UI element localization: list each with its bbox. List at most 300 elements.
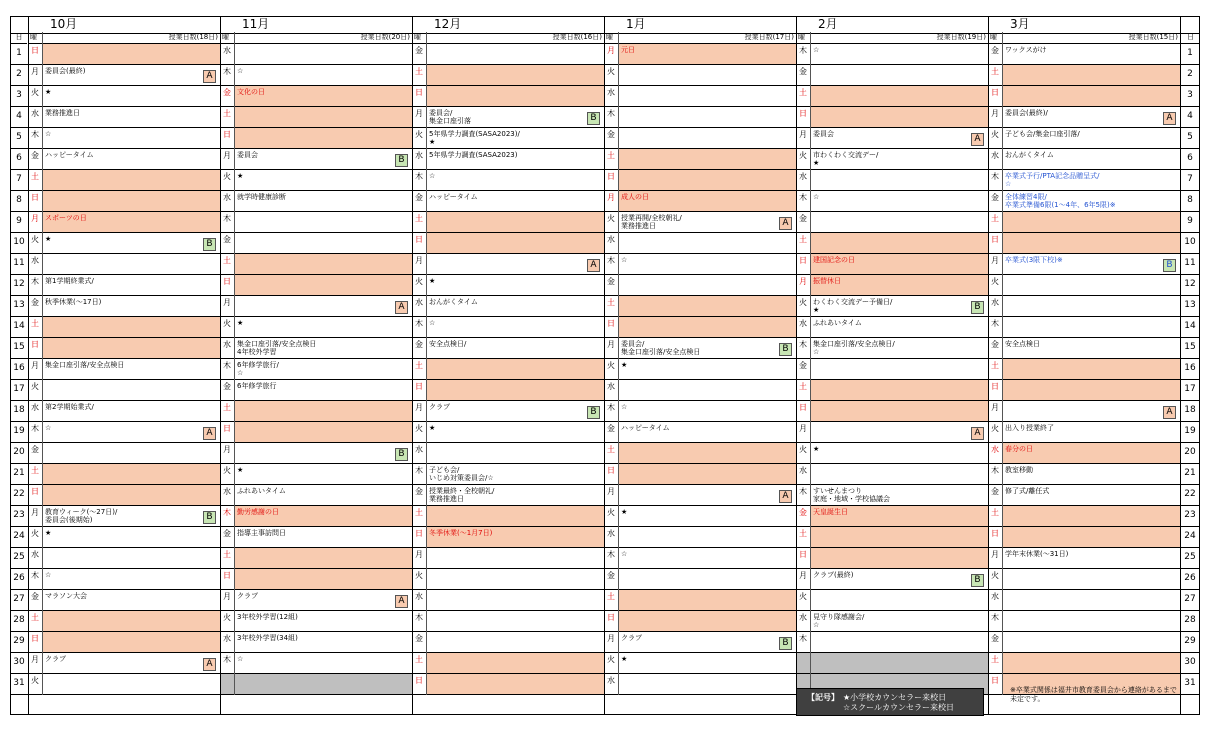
grid-line bbox=[618, 32, 619, 695]
weekday-cell: 金 bbox=[604, 128, 618, 149]
event-cell bbox=[618, 443, 796, 464]
badge-b: B bbox=[587, 112, 600, 125]
event-cell bbox=[618, 380, 796, 401]
event-cell bbox=[234, 128, 412, 149]
weekday-cell: 土 bbox=[220, 254, 234, 275]
event-cell bbox=[810, 65, 988, 86]
event-cell bbox=[1002, 254, 1180, 275]
grid-line bbox=[1002, 32, 1003, 695]
event-cell bbox=[810, 422, 988, 443]
weekday-cell: 金 bbox=[796, 65, 810, 86]
day-number-right: 2 bbox=[1180, 65, 1200, 86]
weekday-cell: 木 bbox=[988, 611, 1002, 632]
weekday-cell: 月 bbox=[604, 44, 618, 65]
event-cell bbox=[234, 170, 412, 191]
day-number: 6 bbox=[10, 149, 28, 170]
event-cell bbox=[234, 44, 412, 65]
event-cell bbox=[1002, 401, 1180, 422]
weekday-cell: 月 bbox=[28, 359, 42, 380]
event-cell bbox=[426, 170, 604, 191]
weekday-cell: 火 bbox=[412, 422, 426, 443]
event-cell bbox=[42, 359, 220, 380]
event-cell bbox=[618, 653, 796, 674]
day-number: 8 bbox=[10, 191, 28, 212]
month-title: 3月 bbox=[1010, 17, 1030, 31]
event-cell bbox=[618, 170, 796, 191]
day-number: 24 bbox=[10, 527, 28, 548]
event-cell bbox=[618, 275, 796, 296]
weekday-cell: 水 bbox=[412, 590, 426, 611]
event-text: 6年修学旅行 bbox=[237, 382, 277, 390]
day-number-right: 4 bbox=[1180, 107, 1200, 128]
day-number-right: 28 bbox=[1180, 611, 1200, 632]
event-cell bbox=[1002, 653, 1180, 674]
event-text: ハッピータイム bbox=[45, 151, 94, 159]
event-cell bbox=[1002, 65, 1180, 86]
footnote: ※卒業式関係は福井市教育委員会から連絡があるまで未定です。 bbox=[1010, 686, 1177, 703]
month-subheader bbox=[796, 32, 988, 44]
event-cell bbox=[618, 317, 796, 338]
weekday-cell: 土 bbox=[604, 590, 618, 611]
event-text: ★ bbox=[813, 445, 820, 453]
weekday-cell: 日 bbox=[988, 380, 1002, 401]
day-number: 21 bbox=[10, 464, 28, 485]
event-cell bbox=[810, 107, 988, 128]
weekday-cell: 土 bbox=[412, 65, 426, 86]
grid-line bbox=[1180, 16, 1181, 714]
event-cell bbox=[810, 275, 988, 296]
weekday-cell bbox=[796, 653, 810, 674]
event-cell bbox=[234, 191, 412, 212]
event-cell bbox=[426, 590, 604, 611]
event-cell bbox=[234, 464, 412, 485]
event-cell bbox=[234, 338, 412, 359]
event-text: 天皇誕生日 bbox=[813, 508, 848, 516]
event-text: 子ども会/ いじめ対策委員会/☆ bbox=[429, 466, 494, 482]
event-text: 見守り隊感謝会/ ☆ bbox=[813, 613, 865, 629]
day-number: 30 bbox=[10, 653, 28, 674]
weekday-cell: 月 bbox=[796, 422, 810, 443]
weekday-cell: 水 bbox=[220, 191, 234, 212]
weekday-cell: 日 bbox=[220, 569, 234, 590]
event-cell bbox=[810, 86, 988, 107]
weekday-cell: 月 bbox=[796, 569, 810, 590]
grid-line bbox=[234, 32, 235, 695]
event-cell bbox=[618, 548, 796, 569]
weekday-cell: 水 bbox=[28, 548, 42, 569]
event-cell bbox=[42, 191, 220, 212]
event-cell bbox=[234, 590, 412, 611]
event-text: すいせんまつり 家庭・地域・学校協議会 bbox=[813, 487, 890, 503]
event-cell bbox=[426, 86, 604, 107]
badge-a: A bbox=[779, 490, 792, 503]
event-cell bbox=[426, 212, 604, 233]
event-cell bbox=[42, 254, 220, 275]
weekday-cell: 火 bbox=[796, 443, 810, 464]
event-cell bbox=[810, 317, 988, 338]
event-cell bbox=[810, 611, 988, 632]
event-text: 安全点検日/ bbox=[429, 340, 467, 348]
day-number: 20 bbox=[10, 443, 28, 464]
event-text: ☆ bbox=[237, 655, 244, 663]
event-cell bbox=[426, 128, 604, 149]
event-text: 振替休日 bbox=[813, 277, 841, 285]
weekday-cell: 木 bbox=[28, 569, 42, 590]
event-cell bbox=[234, 632, 412, 653]
badge-a: A bbox=[395, 595, 408, 608]
event-cell bbox=[42, 317, 220, 338]
event-cell bbox=[1002, 44, 1180, 65]
day-number: 15 bbox=[10, 338, 28, 359]
weekday-cell: 木 bbox=[412, 317, 426, 338]
weekday-cell: 水 bbox=[604, 233, 618, 254]
event-cell bbox=[426, 296, 604, 317]
event-text: 成人の日 bbox=[621, 193, 649, 201]
event-text: 指導主事訪問日 bbox=[237, 529, 286, 537]
event-text: ★ bbox=[45, 88, 52, 96]
day-column-label: 日 bbox=[11, 32, 27, 44]
event-cell bbox=[234, 527, 412, 548]
weekday-cell: 水 bbox=[604, 380, 618, 401]
event-cell bbox=[810, 527, 988, 548]
event-text: 委員会(最終)/ bbox=[1005, 109, 1048, 117]
weekday-cell: 日 bbox=[412, 380, 426, 401]
day-number: 27 bbox=[10, 590, 28, 611]
day-number-right: 8 bbox=[1180, 191, 1200, 212]
day-number: 3 bbox=[10, 86, 28, 107]
weekday-cell: 日 bbox=[28, 338, 42, 359]
event-text: スポーツの日 bbox=[45, 214, 87, 222]
event-cell bbox=[42, 485, 220, 506]
event-cell bbox=[618, 569, 796, 590]
event-cell bbox=[42, 170, 220, 191]
event-cell bbox=[1002, 590, 1180, 611]
weekday-cell: 水 bbox=[28, 401, 42, 422]
event-cell bbox=[426, 317, 604, 338]
badge-b: B bbox=[971, 574, 984, 587]
event-text: ハッピータイム bbox=[621, 424, 670, 432]
event-text: わくわく交流デー予備日/ ★ bbox=[813, 298, 893, 314]
event-cell bbox=[1002, 464, 1180, 485]
event-cell bbox=[426, 254, 604, 275]
event-cell bbox=[42, 86, 220, 107]
weekday-cell: 日 bbox=[988, 86, 1002, 107]
event-cell bbox=[810, 485, 988, 506]
weekday-cell: 水 bbox=[988, 443, 1002, 464]
event-cell bbox=[1002, 317, 1180, 338]
weekday-cell: 火 bbox=[796, 590, 810, 611]
event-cell bbox=[1002, 107, 1180, 128]
weekday-cell: 金 bbox=[988, 632, 1002, 653]
day-number: 31 bbox=[10, 674, 28, 695]
event-text: ☆ bbox=[621, 403, 628, 411]
weekday-cell: 日 bbox=[988, 674, 1002, 695]
event-text: 3年校外学習(34組) bbox=[237, 634, 298, 642]
event-cell bbox=[234, 569, 412, 590]
day-number-right: 1 bbox=[1180, 44, 1200, 65]
legend-star-black: ★小学校カウンセラー来校日 bbox=[843, 693, 947, 702]
weekday-cell: 水 bbox=[604, 86, 618, 107]
event-cell bbox=[1002, 359, 1180, 380]
day-number-right: 18 bbox=[1180, 401, 1200, 422]
event-cell bbox=[1002, 233, 1180, 254]
day-number-right: 17 bbox=[1180, 380, 1200, 401]
event-cell bbox=[618, 107, 796, 128]
weekday-cell: 土 bbox=[796, 380, 810, 401]
weekday-cell: 木 bbox=[412, 611, 426, 632]
day-number: 18 bbox=[10, 401, 28, 422]
weekday-column-label: 曜 bbox=[606, 33, 613, 41]
event-text: 秋季休業(～17日) bbox=[45, 298, 102, 306]
weekday-cell: 火 bbox=[28, 86, 42, 107]
weekday-cell: 金 bbox=[412, 191, 426, 212]
month-subheader bbox=[988, 32, 1180, 44]
badge-a: A bbox=[1163, 112, 1176, 125]
event-text: ★ bbox=[45, 529, 52, 537]
event-cell bbox=[810, 548, 988, 569]
event-cell bbox=[1002, 338, 1180, 359]
event-text: 冬季休業(～1月7日) bbox=[429, 529, 493, 537]
weekday-cell: 月 bbox=[220, 296, 234, 317]
weekday-column-label: 曜 bbox=[30, 33, 37, 41]
event-cell bbox=[42, 65, 220, 86]
weekday-cell: 土 bbox=[220, 401, 234, 422]
event-text: ★ bbox=[237, 466, 244, 474]
event-cell bbox=[234, 233, 412, 254]
grid-line bbox=[426, 32, 427, 695]
event-cell bbox=[234, 359, 412, 380]
event-cell bbox=[810, 590, 988, 611]
event-cell bbox=[810, 191, 988, 212]
event-cell bbox=[810, 44, 988, 65]
bottom-rule bbox=[10, 714, 1200, 715]
event-text: 修了式/離任式 bbox=[1005, 487, 1050, 495]
day-number: 14 bbox=[10, 317, 28, 338]
event-cell bbox=[810, 128, 988, 149]
event-cell bbox=[426, 191, 604, 212]
weekday-cell: 日 bbox=[796, 548, 810, 569]
event-cell bbox=[234, 107, 412, 128]
weekday-cell: 月 bbox=[796, 128, 810, 149]
day-number-right: 9 bbox=[1180, 212, 1200, 233]
event-text: ★ bbox=[429, 424, 436, 432]
event-cell bbox=[810, 632, 988, 653]
weekday-cell: 木 bbox=[604, 107, 618, 128]
weekday-cell: 水 bbox=[412, 443, 426, 464]
weekday-cell: 木 bbox=[988, 170, 1002, 191]
event-cell bbox=[42, 380, 220, 401]
weekday-cell: 火 bbox=[220, 611, 234, 632]
weekday-cell: 火 bbox=[796, 149, 810, 170]
weekday-cell: 水 bbox=[988, 149, 1002, 170]
day-column-label-right: 日 bbox=[1181, 32, 1200, 44]
weekday-cell: 金 bbox=[412, 338, 426, 359]
weekday-cell: 木 bbox=[28, 422, 42, 443]
weekday-cell: 土 bbox=[796, 233, 810, 254]
weekday-cell: 水 bbox=[220, 44, 234, 65]
event-text: ★ bbox=[621, 508, 628, 516]
event-cell bbox=[426, 401, 604, 422]
event-cell bbox=[618, 233, 796, 254]
weekday-cell: 月 bbox=[604, 485, 618, 506]
event-cell bbox=[42, 44, 220, 65]
event-cell bbox=[1002, 422, 1180, 443]
weekday-cell: 火 bbox=[412, 569, 426, 590]
month-title: 11月 bbox=[242, 17, 270, 31]
day-number-right: 24 bbox=[1180, 527, 1200, 548]
event-cell bbox=[618, 254, 796, 275]
weekday-cell: 日 bbox=[988, 233, 1002, 254]
event-cell bbox=[426, 233, 604, 254]
event-cell bbox=[426, 485, 604, 506]
month-title: 12月 bbox=[434, 17, 462, 31]
weekday-cell: 火 bbox=[28, 233, 42, 254]
event-cell bbox=[1002, 149, 1180, 170]
event-cell bbox=[1002, 443, 1180, 464]
weekday-cell: 金 bbox=[28, 296, 42, 317]
badge-a: A bbox=[395, 301, 408, 314]
weekday-cell: 火 bbox=[796, 296, 810, 317]
event-cell bbox=[42, 548, 220, 569]
weekday-cell: 土 bbox=[604, 149, 618, 170]
event-cell bbox=[426, 338, 604, 359]
school-calendar bbox=[10, 16, 1200, 714]
weekday-cell: 日 bbox=[220, 128, 234, 149]
weekday-cell: 水 bbox=[796, 464, 810, 485]
weekday-cell: 日 bbox=[28, 191, 42, 212]
weekday-cell: 水 bbox=[796, 170, 810, 191]
weekday-cell: 木 bbox=[604, 401, 618, 422]
event-text: 勤労感謝の日 bbox=[237, 508, 279, 516]
event-cell bbox=[42, 443, 220, 464]
event-text: 元日 bbox=[621, 46, 635, 54]
weekday-cell: 金 bbox=[988, 44, 1002, 65]
weekday-cell: 火 bbox=[412, 128, 426, 149]
event-cell bbox=[42, 212, 220, 233]
event-text: 業務推進日 bbox=[45, 109, 80, 117]
weekday-cell: 火 bbox=[220, 170, 234, 191]
event-cell bbox=[234, 674, 412, 695]
event-cell bbox=[810, 359, 988, 380]
event-cell bbox=[42, 611, 220, 632]
event-cell bbox=[618, 674, 796, 695]
weekday-cell: 日 bbox=[604, 170, 618, 191]
event-cell bbox=[810, 338, 988, 359]
weekday-cell: 月 bbox=[28, 65, 42, 86]
event-cell bbox=[1002, 380, 1180, 401]
weekday-cell: 金 bbox=[604, 275, 618, 296]
badge-a: A bbox=[203, 70, 216, 83]
event-cell bbox=[42, 632, 220, 653]
event-text: ☆ bbox=[813, 46, 820, 54]
weekday-cell: 木 bbox=[220, 65, 234, 86]
day-number-right: 14 bbox=[1180, 317, 1200, 338]
weekday-cell: 月 bbox=[604, 191, 618, 212]
badge-a: A bbox=[971, 133, 984, 146]
weekday-cell: 日 bbox=[604, 611, 618, 632]
event-cell bbox=[618, 590, 796, 611]
weekday-cell: 日 bbox=[988, 527, 1002, 548]
event-cell bbox=[42, 233, 220, 254]
weekday-cell: 木 bbox=[412, 464, 426, 485]
event-text: 学年末休業(～31日) bbox=[1005, 550, 1069, 558]
weekday-cell: 月 bbox=[796, 275, 810, 296]
event-cell bbox=[426, 632, 604, 653]
legend-box bbox=[796, 688, 984, 716]
weekday-cell: 日 bbox=[28, 485, 42, 506]
event-cell bbox=[426, 506, 604, 527]
event-text: 就学時健康診断 bbox=[237, 193, 286, 201]
weekday-cell: 木 bbox=[796, 338, 810, 359]
weekday-cell: 火 bbox=[604, 65, 618, 86]
month-subheader bbox=[412, 32, 604, 44]
event-cell bbox=[810, 443, 988, 464]
event-cell bbox=[618, 485, 796, 506]
day-number: 4 bbox=[10, 107, 28, 128]
day-number-right: 10 bbox=[1180, 233, 1200, 254]
day-number-right: 15 bbox=[1180, 338, 1200, 359]
event-text: 5年県学力調査(SASA2023)/ ★ bbox=[429, 130, 520, 146]
day-number-right: 13 bbox=[1180, 296, 1200, 317]
event-cell bbox=[1002, 632, 1180, 653]
event-text: 第2学期始業式/ bbox=[45, 403, 94, 411]
event-text: 委員会 bbox=[813, 130, 834, 138]
day-number-right: 20 bbox=[1180, 443, 1200, 464]
event-cell bbox=[810, 401, 988, 422]
event-cell bbox=[618, 359, 796, 380]
weekday-cell: 土 bbox=[796, 86, 810, 107]
weekday-cell: 火 bbox=[220, 317, 234, 338]
weekday-cell: 木 bbox=[220, 506, 234, 527]
event-cell bbox=[426, 548, 604, 569]
weekday-cell: 土 bbox=[412, 506, 426, 527]
event-cell bbox=[234, 443, 412, 464]
weekday-cell: 月 bbox=[604, 338, 618, 359]
event-text: 授業再開/全校朝礼/ 業務推進日 bbox=[621, 214, 682, 230]
weekday-cell: 金 bbox=[796, 506, 810, 527]
grid-line bbox=[10, 16, 11, 714]
grid-line bbox=[220, 16, 221, 714]
event-cell bbox=[42, 107, 220, 128]
weekday-cell: 月 bbox=[220, 149, 234, 170]
day-number-right: 26 bbox=[1180, 569, 1200, 590]
weekday-cell: 土 bbox=[988, 212, 1002, 233]
badge-a: A bbox=[203, 658, 216, 671]
weekday-cell: 木 bbox=[988, 317, 1002, 338]
event-cell bbox=[42, 674, 220, 695]
weekday-cell: 水 bbox=[28, 107, 42, 128]
badge-a: A bbox=[1163, 406, 1176, 419]
day-number: 19 bbox=[10, 422, 28, 443]
event-text: ★ bbox=[237, 319, 244, 327]
event-cell bbox=[234, 275, 412, 296]
weekday-cell: 土 bbox=[604, 443, 618, 464]
event-cell bbox=[42, 401, 220, 422]
event-text: 集金口座引落/安全点検日 4年校外学習 bbox=[237, 340, 317, 356]
event-cell bbox=[618, 65, 796, 86]
weekday-column-label: 曜 bbox=[414, 33, 421, 41]
event-text: ☆ bbox=[45, 130, 52, 138]
badge-b: B bbox=[971, 301, 984, 314]
lesson-days-count: 授業日数(17日) bbox=[744, 33, 794, 41]
event-text: 委員会(最終) bbox=[45, 67, 86, 75]
event-text: ワックスがけ bbox=[1005, 46, 1047, 54]
weekday-cell: 月 bbox=[412, 401, 426, 422]
weekday-cell: 木 bbox=[220, 359, 234, 380]
event-cell bbox=[810, 149, 988, 170]
lesson-days-count: 授業日数(18日) bbox=[168, 33, 218, 41]
weekday-cell: 金 bbox=[412, 485, 426, 506]
